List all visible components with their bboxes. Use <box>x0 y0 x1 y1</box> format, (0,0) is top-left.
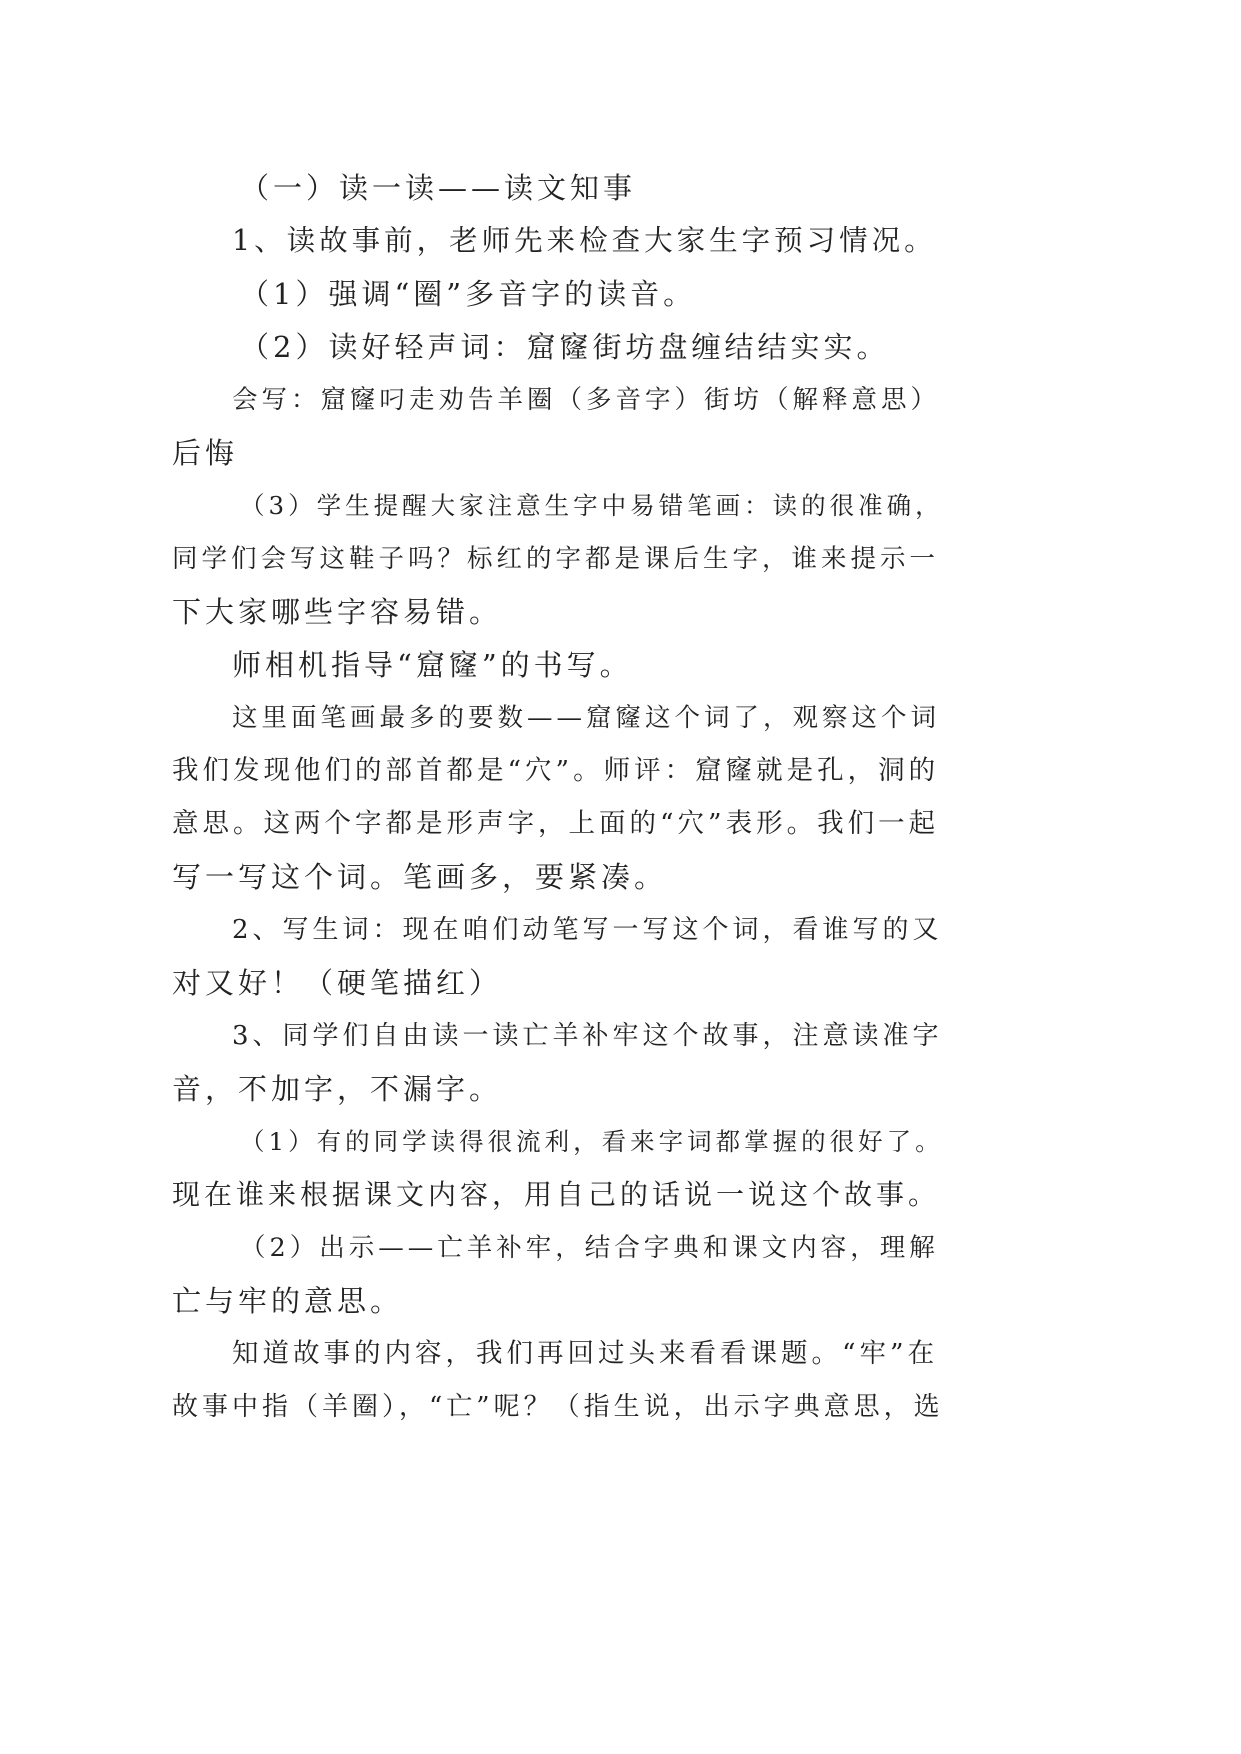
paragraph-line: 1、读故事前，老师先来检查大家生字预习情况。 <box>232 224 937 257</box>
paragraph-line: 现在谁来根据课文内容，用自己的话说一说这个故事。 <box>172 1178 941 1211</box>
paragraph-line: 我们发现他们的部首都是“穴”。师评：窟窿就是孔，洞的 <box>172 755 940 786</box>
paragraph-line: 会写：窟窿叼走劝告羊圈（多音字）街坊（解释意思） <box>232 385 941 415</box>
section-heading: （一）读一读——读文知事 <box>240 171 637 205</box>
paragraph-line: 意思。这两个字都是形声字，上面的“穴”表形。我们一起 <box>172 808 940 839</box>
paragraph-line: （3）学生提醒大家注意生字中易错笔画：读的很准确， <box>240 491 944 520</box>
paragraph-line: 师相机指导“窟窿”的书写。 <box>232 648 633 682</box>
paragraph-line: （2）读好轻声词：窟窿街坊盘缠结结实实。 <box>240 330 890 364</box>
paragraph-line: 音，不加字，不漏字。 <box>172 1072 503 1106</box>
paragraph-line: 这里面笔画最多的要数——窟窿这个词了，观察这个词 <box>232 703 941 733</box>
paragraph-line: 故事中指（羊圈），“亡”呢？（指生说，出示字典意思，选 <box>172 1392 944 1422</box>
paragraph-line: 对又好！（硬笔描红） <box>172 966 503 1000</box>
paragraph-line: （1）有的同学读得很流利，看来字词都掌握的很好了。 <box>240 1127 944 1156</box>
paragraph-line: 后悔 <box>172 436 239 470</box>
paragraph-line: 3、同学们自由读一读亡羊补牢这个故事，注意读准字 <box>232 1021 943 1051</box>
paragraph-line: 亡与牢的意思。 <box>172 1284 404 1318</box>
paragraph-line: 写一写这个词。笔画多，要紧凑。 <box>172 860 668 894</box>
paragraph-line: 下大家哪些字容易错。 <box>172 595 503 629</box>
paragraph-line: 同学们会写这鞋子吗？标红的字都是课后生字，谁来提示一 <box>172 544 940 574</box>
paragraph-line: 知道故事的内容，我们再回过头来看看课题。“牢”在 <box>232 1338 939 1369</box>
paragraph-line: （2）出示——亡羊补牢，结合字典和课文内容，理解 <box>240 1233 939 1263</box>
paragraph-line: 2、写生词：现在咱们动笔写一写这个词，看谁写的又 <box>232 915 943 945</box>
paragraph-line: （1）强调“圈”多音字的读音。 <box>240 277 697 311</box>
